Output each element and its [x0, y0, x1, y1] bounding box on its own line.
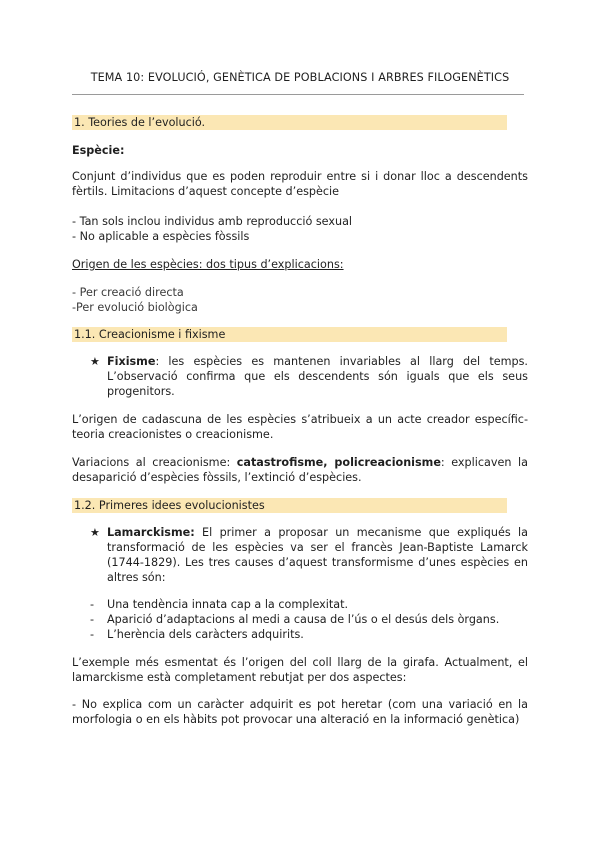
cause-text-3: L’herència dels caràcters adquirits. — [107, 628, 304, 641]
origin-heading — [72, 257, 528, 272]
limitation-item-2: - No aplicable a espècies fòssils — [72, 230, 250, 243]
fixism-term: Fixisme — [107, 355, 156, 368]
section-1-1-heading: 1.1. Creacionisme i fixisme — [72, 327, 507, 342]
creationism-paragraph: L’origen de cadascuna de les espècies s’atribueix a un acte creador específic-teoria creacionistes o creacionisme. — [72, 413, 528, 441]
limitation-item-1: - Tan sols inclou individus amb reproducció sexual — [72, 215, 353, 228]
title-divider — [72, 94, 524, 95]
variations-intro: Variacions al creacionisme: — [72, 456, 237, 469]
variations-terms: catastrofisme, policreacionisme — [236, 456, 441, 469]
lamarckism-text — [107, 525, 528, 585]
section-1-heading: 1. Teories de l’evolució. — [72, 115, 507, 130]
variations-description: : explicaven la desaparició d’espècies fòssils, l’extinció d’espècies. — [72, 456, 528, 484]
giraffe-example-paragraph: L’exemple més esmentat és l’origen del coll llarg de la girafa. Actualment, el lamarckisme està completament rebutjat per dos aspectes: — [72, 656, 528, 684]
lamarckism-term: Lamarckisme: — [107, 526, 195, 539]
species-definition: Conjunt d’individus que es poden reproduir entre si i donar lloc a descendents fèrtils. Limitacions d’aquest concepte d’espècie — [72, 170, 528, 198]
cause-text-1: Una tendència innata cap a la complexitat. — [107, 598, 349, 611]
lamarckism-description: El primer a proposar un mecanisme que expliqués la transformació de les espècies va ser el francès Jean-Baptiste Lamarck (1744-1829). Les tres causes d’aquest transformisme d’unes espècies en altres són: — [107, 526, 528, 584]
star-icon: ★ — [90, 355, 100, 368]
section-1-2-heading: 1.2. Primeres idees evolucionistes — [72, 498, 507, 513]
star-icon: ★ — [90, 526, 100, 539]
origin-heading-text: Origen de les espècies: dos tipus d’explicacions: — [72, 258, 344, 271]
variations-paragraph — [72, 455, 528, 485]
fixism-description: : les espècies es mantenen invariables al llarg del temps. L’observació confirma que els descendents són iguals que els seus progenitors. — [107, 355, 528, 398]
origin-item-1: - Per creació directa — [72, 286, 184, 299]
cause-text-2: Aparició d’adaptacions al medi a causa de l’ús o el desús dels òrgans. — [107, 613, 500, 626]
document-page: TEMA 10: EVOLUCIÓ, GENÈTICA DE POBLACIONS I ARBRES FILOGENÈTICS 1. Teories de l’evolució. Espècie: Conjunt d’individus que es poden reproduir entre si i donar lloc a descendents fèrtils. Limitacions d’aquest concepte d’espècie - Tan sols inclou individus amb reproducció sexual - No aplicable a espècies fòssils Origen de les espècies: dos tipus d’explicacions: - Per creació directa -Per evolució biològica 1.1. Creacionisme i fixisme ★ Fixisme: les espècies es mantenen invariables al llarg del temps. L’observació confirma que els descendents són iguals que els seus progenitors. L’origen de cadascuna de les espècies s’atribueix a un acte creador específic-teoria creacionistes o creacionisme. Variacions al creacionisme: catastrofisme, policreacionisme: explicaven la desaparició d’espècies fòssils, l’extinció d’espècies. 1.2. Primeres idees evolucionistes ★ Lamarckisme: El primer a proposar un mecanisme que expliqués la transformació de les espècies va ser el francès Jean-Baptiste Lamarck (1744-1829). Les tres causes d’aquest transformisme d’unes espècies en altres són: - Una tendència innata cap a la complexitat. - Aparició d’adaptacions al medi a causa de l’ús o el desús dels òrgans. - L’herència dels caràcters adquirits. L’exemple més esmentat és l’origen del coll llarg de la girafa. Actualment, el lamarckisme està completament rebutjat per dos aspectes: - No explica com un caràcter adquirit es pot heretar (com una variació en la morfologia o en els hàbits pot provocar una alteració en la informació genètica) — [72, 71, 528, 726]
origin-item-2: -Per evolució biològica — [72, 301, 198, 314]
species-label: Espècie: — [72, 144, 125, 157]
aspect-1-paragraph: - No explica com un caràcter adquirit es pot heretar (com una variació en la morfologia o en els hàbits pot provocar una alteració en la informació genètica) — [72, 698, 528, 726]
fixism-text — [107, 354, 528, 399]
page-title: TEMA 10: EVOLUCIÓ, GENÈTICA DE POBLACIONS I ARBRES FILOGENÈTICS — [90, 71, 510, 84]
